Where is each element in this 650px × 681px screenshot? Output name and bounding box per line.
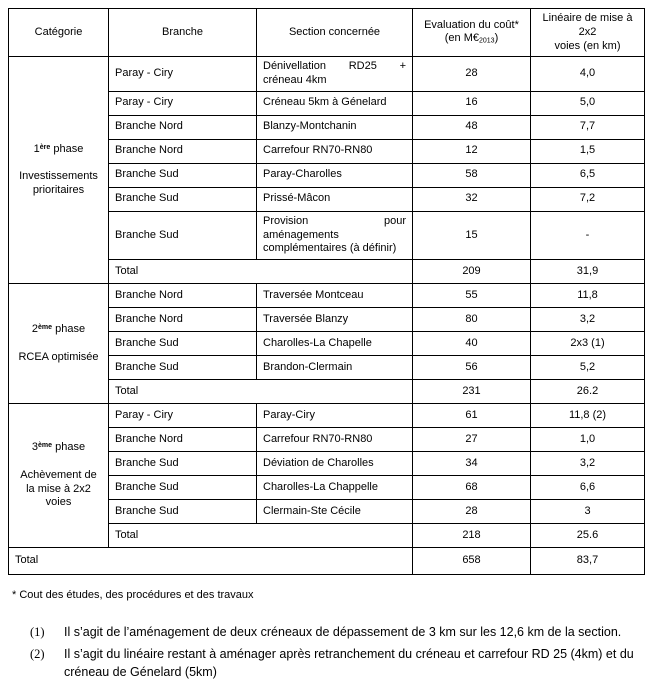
category-phase-word: phase bbox=[53, 142, 84, 155]
section-total-label: Total bbox=[109, 260, 413, 284]
cell-branche: Branche Sud bbox=[109, 163, 257, 187]
column-header-lineaire bbox=[531, 9, 645, 57]
section-total-cost: 218 bbox=[413, 524, 531, 548]
cell-branche: Branche Nord bbox=[109, 428, 257, 452]
category-description: Achèvement de la mise à 2x2 voies bbox=[20, 468, 97, 509]
cell-lineaire: 6,6 bbox=[531, 476, 645, 500]
grand-total-row bbox=[9, 548, 645, 575]
section-total-lineaire: 25.6 bbox=[531, 524, 645, 548]
cell-lineaire: 1,5 bbox=[531, 139, 645, 163]
cell-branche: Branche Nord bbox=[109, 284, 257, 308]
category-phase-word: phase bbox=[55, 322, 86, 335]
cell-branche: Paray - Ciry bbox=[109, 404, 257, 428]
cell-lineaire: 11,8 (2) bbox=[531, 404, 645, 428]
cell-section: Paray-Charolles bbox=[257, 163, 413, 187]
category-phase-ordinal: ère bbox=[39, 143, 51, 151]
category-description: RCEA optimisée bbox=[18, 350, 99, 363]
cout-unit-suffix: ) bbox=[494, 32, 499, 45]
cell-branche: Branche Sud bbox=[109, 356, 257, 380]
table-row bbox=[9, 57, 645, 92]
cell-section: Paray-Ciry bbox=[257, 404, 413, 428]
cell-branche: Paray - Ciry bbox=[109, 91, 257, 115]
section-total-label: Total bbox=[109, 524, 413, 548]
section-total-lineaire: 26.2 bbox=[531, 380, 645, 404]
cell-cost: 34 bbox=[413, 452, 531, 476]
cell-cost: 32 bbox=[413, 187, 531, 211]
grand-total-lineaire: 83,7 bbox=[531, 548, 645, 575]
cell-cost: 56 bbox=[413, 356, 531, 380]
cell-section: Clermain-Ste Cécile bbox=[257, 500, 413, 524]
cell-cost: 15 bbox=[413, 211, 531, 259]
cell-section: Carrefour RN70-RN80 bbox=[257, 428, 413, 452]
cell-section: Charolles-La Chappelle bbox=[257, 476, 413, 500]
cost-evaluation-table bbox=[8, 8, 645, 575]
category-phase bbox=[15, 323, 102, 337]
cell-section: Prissé-Mâcon bbox=[257, 187, 413, 211]
cell-section: Dénivellation RD25 + créneau 4km bbox=[257, 57, 413, 92]
footnote-list bbox=[8, 623, 644, 681]
cell-branche: Branche Nord bbox=[109, 139, 257, 163]
category-phase-number: 1 bbox=[33, 142, 40, 155]
footnote-asterisk: * Cout des études, des procédures et des travaux bbox=[12, 589, 254, 601]
cell-lineaire: 5,0 bbox=[531, 91, 645, 115]
category-phase-ordinal: ème bbox=[38, 323, 53, 331]
column-header-lineaire-unit: voies (en km) bbox=[554, 39, 621, 52]
cell-branche: Branche Sud bbox=[109, 332, 257, 356]
category-cell bbox=[9, 404, 109, 548]
cell-lineaire: 3,2 bbox=[531, 308, 645, 332]
column-header-section-label: Section concernée bbox=[288, 25, 381, 38]
cout-unit-prefix: (en M€ bbox=[444, 32, 479, 45]
cell-section: Blanzy-Montchanin bbox=[257, 115, 413, 139]
footnote-item: Il s’agit du linéaire restant à aménager après retranchement du créneau et carrefour RD 25 (4km) et du créneau de Génelard (5km) bbox=[64, 647, 634, 680]
cell-cost: 61 bbox=[413, 404, 531, 428]
cell-branche: Branche Sud bbox=[109, 476, 257, 500]
cell-branche: Branche Sud bbox=[109, 452, 257, 476]
cell-cost: 40 bbox=[413, 332, 531, 356]
cell-branche: Branche Nord bbox=[109, 308, 257, 332]
cell-branche: Branche Nord bbox=[109, 115, 257, 139]
cell-cost: 48 bbox=[413, 115, 531, 139]
cell-lineaire: 5,2 bbox=[531, 356, 645, 380]
cell-section: Brandon-Clermain bbox=[257, 356, 413, 380]
cell-lineaire: 7,2 bbox=[531, 187, 645, 211]
cell-cost: 55 bbox=[413, 284, 531, 308]
cell-cost: 58 bbox=[413, 163, 531, 187]
cell-lineaire: 1,0 bbox=[531, 428, 645, 452]
grand-total-cost: 658 bbox=[413, 548, 531, 575]
cell-lineaire: 3,2 bbox=[531, 452, 645, 476]
section-total-label: Total bbox=[109, 380, 413, 404]
cell-lineaire: 3 bbox=[531, 500, 645, 524]
category-cell bbox=[9, 57, 109, 284]
cell-section: Carrefour RN70-RN80 bbox=[257, 139, 413, 163]
column-header-branche-label: Branche bbox=[162, 25, 203, 38]
column-header-section bbox=[257, 9, 413, 57]
cell-lineaire: 7,7 bbox=[531, 115, 645, 139]
table-row bbox=[9, 404, 645, 428]
column-header-cout bbox=[413, 9, 531, 57]
table-header bbox=[9, 9, 645, 57]
footnote-item: Il s’agit de l’aménagement de deux créneaux de dépassement de 3 km sur les 12,6 km de la section. bbox=[64, 625, 622, 639]
cell-section: Traversée Blanzy bbox=[257, 308, 413, 332]
cell-lineaire: - bbox=[531, 211, 645, 259]
cell-section: Traversée Montceau bbox=[257, 284, 413, 308]
category-phase-number: 2 bbox=[31, 322, 39, 335]
category-phase-word: phase bbox=[55, 441, 86, 453]
cell-cost: 12 bbox=[413, 139, 531, 163]
cell-lineaire: 2x3 (1) bbox=[531, 332, 645, 356]
column-header-cout-unit bbox=[419, 32, 524, 46]
cout-unit-year: 2013 bbox=[479, 37, 495, 45]
table-header-row bbox=[9, 9, 645, 57]
cell-lineaire: 6,5 bbox=[531, 163, 645, 187]
category-phase-ordinal: ème bbox=[38, 441, 53, 449]
category-phase-number: 3 bbox=[31, 441, 39, 453]
category-phase bbox=[15, 441, 102, 455]
cell-cost: 16 bbox=[413, 91, 531, 115]
table-row bbox=[9, 284, 645, 308]
cell-section: Charolles-La Chapelle bbox=[257, 332, 413, 356]
cell-branche: Paray - Ciry bbox=[109, 57, 257, 92]
section-total-cost: 231 bbox=[413, 380, 531, 404]
column-header-cout-label: Evaluation du coût* bbox=[424, 18, 519, 31]
cell-section: Créneau 5km à Génelard bbox=[257, 91, 413, 115]
cell-section: Déviation de Charolles bbox=[257, 452, 413, 476]
column-header-categorie-label: Catégorie bbox=[34, 25, 83, 38]
section-total-cost: 209 bbox=[413, 260, 531, 284]
cell-cost: 28 bbox=[413, 500, 531, 524]
category-description: Investissements prioritaires bbox=[19, 170, 98, 196]
section-total-lineaire: 31,9 bbox=[531, 260, 645, 284]
cell-lineaire: 4,0 bbox=[531, 57, 645, 92]
column-header-categorie bbox=[9, 9, 109, 57]
cell-branche: Branche Sud bbox=[109, 500, 257, 524]
cell-cost: 27 bbox=[413, 428, 531, 452]
column-header-lineaire-label: Linéaire de mise à 2x2 bbox=[542, 12, 633, 38]
cell-cost: 68 bbox=[413, 476, 531, 500]
cell-cost: 28 bbox=[413, 57, 531, 92]
cell-cost: 80 bbox=[413, 308, 531, 332]
cell-section: Provision pour aménagements complémentaires (à définir) bbox=[257, 211, 413, 259]
category-cell bbox=[9, 284, 109, 404]
category-phase bbox=[15, 143, 102, 157]
cell-branche: Branche Sud bbox=[109, 187, 257, 211]
grand-total-label: Total bbox=[9, 548, 413, 575]
cell-branche: Branche Sud bbox=[109, 211, 257, 259]
table-body bbox=[9, 57, 645, 575]
column-header-branche bbox=[109, 9, 257, 57]
cell-lineaire: 11,8 bbox=[531, 284, 645, 308]
